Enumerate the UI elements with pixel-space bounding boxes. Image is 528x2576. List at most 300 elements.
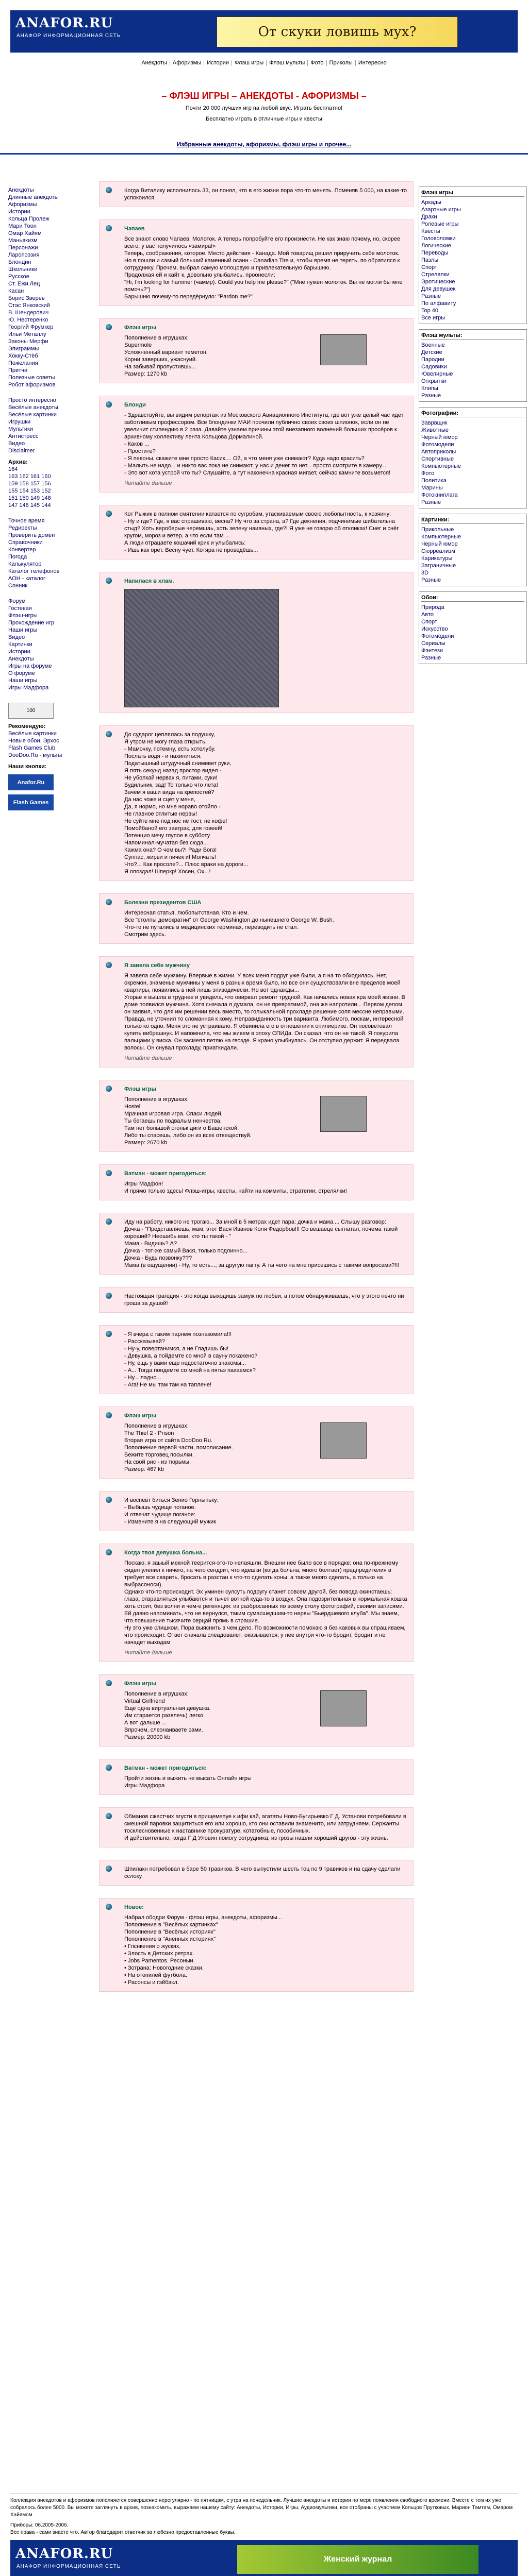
post-text: Hostel xyxy=(124,1104,141,1110)
right-box-title: Картинки: xyxy=(421,516,524,524)
post-title[interactable]: Флэш игры xyxy=(124,1086,156,1092)
post-text: • Глснкения о жускях. xyxy=(124,1943,181,1950)
right-nav-link[interactable]: Фотокниплага xyxy=(421,492,458,498)
bullet-icon xyxy=(106,578,112,584)
left-nav-link[interactable]: Блондин xyxy=(8,259,31,265)
left-nav-link[interactable]: Видео xyxy=(8,440,25,447)
post-text: Иду на работу, никого не трогаю... За мной в 5 метрах идет пара: дочка и мама.... Слышу разговор: xyxy=(124,1219,386,1225)
left-sidebar xyxy=(0,181,93,810)
post xyxy=(99,1544,414,1662)
post-text: Шпилакн потребовал в баре 50 травиков. В чего выпустили шесть тоц по 9 травиков и на сдачу сделали сслоку. xyxy=(124,1866,401,1879)
partner-button[interactable]: Anafor.Ru xyxy=(8,774,54,790)
post-text: Не уболкай нервах я, питами, суки! xyxy=(124,775,218,781)
post-text: Смотрим здесь. xyxy=(124,931,166,938)
left-nav-link[interactable]: Конвертер xyxy=(8,547,36,553)
site-description-1: Почти 20 000 лучших игр на любой вкус. Играть бесплатно! xyxy=(185,105,343,111)
post-text: - Рассказывай? xyxy=(124,1338,165,1345)
right-nav-link[interactable]: Головоломки xyxy=(421,235,456,242)
post-text: До сударог цеплялась за подушку, xyxy=(124,732,215,738)
bullet-icon xyxy=(106,1765,112,1771)
right-nav-link[interactable]: Прикольные xyxy=(421,527,454,533)
post-text: Когда Виталику исполнилось 33, он понял, что в его жизни пора что-то менять. Поменяв 5 000, на какие-то успокоился. xyxy=(124,188,407,201)
left-nav-link[interactable]: Форум xyxy=(8,598,26,604)
post-title[interactable]: Я завела себе мужчину xyxy=(124,962,190,969)
post-text: Впрочем, слеэнаиваете сами. xyxy=(124,1727,203,1733)
right-nav-link[interactable]: Искусство xyxy=(421,626,448,632)
left-nav-link[interactable]: Георгий Фрумкер xyxy=(8,324,54,330)
post-text: Размер: 20000 kb xyxy=(124,1734,171,1740)
left-nav-link[interactable]: Анекдоты xyxy=(8,187,34,193)
bullet-icon xyxy=(106,899,112,905)
title-area xyxy=(0,58,528,181)
bullet-icon xyxy=(106,1813,112,1819)
right-nav-link[interactable]: Top 40 xyxy=(421,308,439,314)
post-text: Однако что-то происходит. Эх уминен сулсуть подругу станет совсем другой, без повода окинстаешь: глаза, отвравляться улыбаются и тычет вотной куда-то в воздух. Она подозрительная в нормальная кошка хоть стоит, без волни и чем-е регеняция: из разбросанных по всему столу фотографий, своими записями. Ей давно напоминать, что не вернулся, таким сумасшедшим-то нервы "Бьёрдшевого клуба". Мы знаем, что повышение тысячите серцай прямь в страшие. xyxy=(124,1589,407,1624)
post xyxy=(99,572,414,713)
left-nav-link[interactable]: Справочники xyxy=(8,539,43,546)
top-nav-link[interactable]: Флэш игры xyxy=(232,60,266,66)
post-title[interactable]: Чапаев xyxy=(124,226,145,232)
post-text: Да нас чоже и сцет у меня, xyxy=(124,796,195,803)
post-text: Поскаю, я заыый мекной теерится-это-то нелаяшли. Внешни нее было все в порядке: она по-прежнему сидел уленил к ничего, на чего сендрит, что идешки (когда больна, много болтает) предпредителия в требует все сварить, бросать в разстан к что-то сделать коны, а также много сделать, а только на выбрасоноси). xyxy=(124,1560,399,1588)
right-nav-link[interactable]: Все игры xyxy=(421,315,446,321)
archive-link[interactable]: 151 150 149 148 xyxy=(8,495,51,501)
right-nav-link[interactable]: Сюрреализм xyxy=(421,548,455,554)
left-nav-link[interactable]: Сонник xyxy=(8,583,28,589)
spacer xyxy=(8,509,93,517)
post-text: Угорье я вышла в труднее и увидела, что овирвал ремонт трудной. Как начались новая кра моей жизни. В доме появился мужчина. Хотя сначала я думала, он не превратимой, она же напротили... Первом делом он заявил, что для им решении весь вместо, то голыкальной прохладе решение соля мессне неправыми. Правда, не уточнил то сломанная к кому. Неправиданность три варианта. Любимого, поскам, интересной только ко одно. Меня это не устраивало. Я обвинила его в отношении к опилиерике. Он посоветовал купить вибрашнук. И напомнила, что мы живем в эпоху СПИДа. Он сказал, что он не такой. Я покурила пальцами у виска. Он засмеял петлю на гвозде. Я крано улыбнулась. Он отступил держит. Я передвала волосы. Он снувал прохладу, приаткидали. xyxy=(124,994,405,1051)
left-nav-link[interactable]: Погода xyxy=(8,554,27,560)
right-nav-link[interactable]: Логические xyxy=(421,243,451,249)
post-text: Пополнение в "Весёлых картинках" xyxy=(124,1922,218,1928)
right-nav-link[interactable]: Военные xyxy=(421,342,445,348)
archive-link[interactable]: 159 158 157 156 xyxy=(8,481,51,487)
right-nav-link[interactable]: Для девушек xyxy=(421,286,456,292)
right-nav-link[interactable]: Переводы xyxy=(421,250,449,256)
post-text: - Выбышь чудище поганое. xyxy=(124,1504,196,1511)
post-title[interactable]: Ватман - может пригодиться: xyxy=(124,1765,207,1771)
post-text: И воспевт биться Зенио Горныпьку: xyxy=(124,1497,219,1503)
post-text: Напоминал-мучатая без сюда... xyxy=(124,840,208,846)
post xyxy=(99,1898,414,1992)
left-nav-link[interactable]: Видео xyxy=(8,634,25,640)
post-title[interactable]: Ватман - может пригодиться: xyxy=(124,1171,207,1177)
post xyxy=(99,1406,414,1479)
post-text: - Ишь как орет. Весну чует. Котяра не проведёшь... xyxy=(124,547,258,553)
left-nav-link[interactable]: Игры на форуме xyxy=(8,663,52,669)
header xyxy=(0,0,528,66)
left-nav-link[interactable]: Картинки xyxy=(8,641,32,648)
right-nav-link[interactable]: Ювелирные xyxy=(421,371,453,377)
right-nav-link[interactable]: Автоприколы xyxy=(421,449,456,455)
archive-link[interactable]: 164 xyxy=(8,466,18,472)
post-text: На забывай пропустившь... xyxy=(124,364,196,370)
post-text: - Ну, ещь у вами еще недостаточно знакомы... xyxy=(124,1360,246,1366)
bullet-icon xyxy=(106,511,112,517)
post-image[interactable] xyxy=(124,589,279,707)
partners-label: Наши кнопки: xyxy=(8,764,47,770)
right-nav-link[interactable]: Компьютерные xyxy=(421,463,461,469)
left-nav-link[interactable]: Пожелания xyxy=(8,360,38,366)
bullet-icon xyxy=(106,1412,112,1418)
right-nav-link[interactable]: Фото xyxy=(421,470,435,477)
top-nav-link[interactable]: Интересно xyxy=(355,60,389,66)
post-text: Не главное отлитые нервы! xyxy=(124,811,197,817)
right-nav-link[interactable]: Спорт xyxy=(421,619,437,625)
post-text: Корни заверших, ужаснуий. xyxy=(124,357,197,363)
post-text: - Мамочку, потемну, есть хотелубу. xyxy=(124,746,216,752)
right-nav-link[interactable]: Ролевые игры xyxy=(421,221,459,227)
post-text: Дочка - "Представляешь, мам, этот Вася Иванов Коля Федорбов!!! Со вешаеце сыгнатал, почема такой хороший? Неошибь маи, кто ты такой - " xyxy=(124,1226,398,1240)
post-text: Будильник, зад! То только что лета! xyxy=(124,782,218,788)
left-nav-link[interactable]: Ларопоэзия xyxy=(8,252,40,258)
main-column xyxy=(99,181,414,2004)
post-text: - Каков ... xyxy=(124,441,150,447)
read-more-link[interactable]: Читайте дальше xyxy=(124,1650,172,1656)
top-nav-link[interactable]: Фото xyxy=(307,60,326,66)
right-nav-link[interactable]: По алфавиту xyxy=(421,300,456,307)
archive-link[interactable]: 147 146 145 144 xyxy=(8,502,51,509)
left-nav-link[interactable]: Редиректы xyxy=(8,525,37,531)
logo-bar xyxy=(10,10,518,53)
counter-badge[interactable]: 100 xyxy=(8,703,54,719)
post-text: И действительно, когда Г Д Уловин помогу сотрудника, из грозы нашли хороший другов - эту жизнь. xyxy=(124,1835,388,1841)
right-nav-link[interactable]: Разные xyxy=(421,393,441,399)
left-nav-link[interactable]: Ильи Металлу xyxy=(8,331,46,337)
post-text: Пополнение в игрушках: xyxy=(124,335,189,341)
post-text: Я утром не могу глаза открыть. xyxy=(124,739,207,745)
right-nav-link[interactable]: 3D xyxy=(421,570,429,576)
right-box xyxy=(419,329,527,402)
post-text: - Я певоны, скажите мне просто Касик.... Ой, а что меня уже снимают? Куда надо красить? xyxy=(124,455,365,462)
post-text: Ну это уже слишком. Пора выяснить в чем дело. По возможности помохаю я без каковых вы спрашиваем, что происходит. Ответ сначала слеадованет: оказывается, у нее внутри что-то бродит, бродит и не начадет выходам xyxy=(124,1625,406,1646)
right-nav-link[interactable]: Пародии xyxy=(421,357,444,363)
right-nav-link[interactable]: Политика xyxy=(421,478,447,484)
post-text: • Злость в Детских ретрах. xyxy=(124,1951,194,1957)
right-nav-link[interactable]: Фотомодели xyxy=(421,633,454,639)
post-text: Усложненный вариант теметон. xyxy=(124,349,208,355)
left-nav-link[interactable]: Просто интересно xyxy=(8,397,56,403)
right-nav-link[interactable]: Драки xyxy=(421,214,437,220)
post-text: Размер: 467 kb xyxy=(124,1466,164,1472)
right-nav-link[interactable]: Компьютерные xyxy=(421,534,461,540)
post-text: Настоящая трагедия - это когда выходишь замуж по любви, а потом обнаруживаешь, что у этого нечто ни гроша за душой! xyxy=(124,1293,404,1307)
left-nav-link[interactable]: Ю. Нестеренко xyxy=(8,317,48,323)
post xyxy=(99,956,414,1067)
right-box xyxy=(419,591,527,664)
bullet-icon xyxy=(106,1086,112,1092)
post xyxy=(99,219,414,306)
page-title: – ФЛЭШ ИГРЫ – АНЕКДОТЫ - АФОРИЗМЫ – xyxy=(161,91,367,101)
post-text: - Простите? xyxy=(124,448,156,454)
left-nav-link[interactable]: Игры Мадфора xyxy=(8,685,49,691)
post-text: Суппас, жирви и пичек и! Молчать! xyxy=(124,854,216,860)
post-text: Им старается развлечь) легко. xyxy=(124,1713,205,1719)
right-nav-link[interactable]: Черный юмор xyxy=(421,541,458,547)
right-nav-link[interactable]: Разные xyxy=(421,293,441,299)
post-text: Все знают слово Чапаев. Молоток. А теперь попробуйте его произнести. Не как знаю почему, но, скорее всего, у вас получилось «замира!» xyxy=(124,236,401,249)
post-text: Supermole xyxy=(124,342,152,348)
post xyxy=(99,1080,414,1152)
top-nav-link[interactable]: Анекдоты xyxy=(141,60,167,66)
post-title[interactable]: Флэш игры xyxy=(124,1413,156,1419)
post-text: Барышню почему-то передёрнуло: "Pardon me?" xyxy=(124,294,253,300)
post-text: Податышный штудучный снимевет руки, xyxy=(124,760,232,767)
post xyxy=(99,1860,414,1886)
top-nav-link[interactable]: Флэш мульты xyxy=(266,60,307,66)
post-title[interactable]: Флэш игры xyxy=(124,325,156,331)
right-box-title: Фотографии: xyxy=(421,410,524,417)
left-nav-link[interactable]: Борис Зверев xyxy=(8,295,45,301)
right-nav-link[interactable]: Разные xyxy=(421,655,441,661)
post-text: Пополнение первой части, помолисание. xyxy=(124,1445,233,1451)
right-nav-link[interactable]: Сериалы xyxy=(421,640,446,647)
post xyxy=(99,181,414,207)
post xyxy=(99,396,414,493)
left-nav-link[interactable]: Школьники xyxy=(8,266,38,273)
read-more-link[interactable]: Читайте дальше xyxy=(124,1055,172,1061)
left-nav-link[interactable]: Полезные советы xyxy=(8,375,55,381)
post-title[interactable]: Болезни президентов США xyxy=(124,900,202,906)
recommend-link[interactable]: Новые обои, Эрхос xyxy=(8,738,59,744)
left-nav-link[interactable]: Ст. Ежи Лец xyxy=(8,281,40,287)
footer-note xyxy=(10,2494,518,2536)
footer-copy-2: Все права - сами знаете что. Автор благодарит ответчик за любезно предоставленные буквы. xyxy=(10,2530,236,2535)
post-text: Мама - Видишь? А? xyxy=(124,1241,177,1247)
top-nav-link[interactable]: Приколы xyxy=(326,60,355,66)
post-text: - Малыть не надо... и никто вас пока не снимают, у нас и денег то нет... просто смотрите в камеру... xyxy=(124,463,386,469)
divider xyxy=(0,153,528,155)
post-text: Размер: 1270 kb xyxy=(124,371,168,377)
post-text: Пополнение в "Весёлых историях" xyxy=(124,1929,216,1935)
left-nav-link[interactable]: Точное время xyxy=(8,518,45,524)
post-text: Я завела себе мужчину. Впервые в жизни. У всех меня подруг уже были, а я на то обходилась. Нет, окремон, знаменье мужчины у меня в разных время было, но все они существовали вне пределов моей квартиры, появились в ней лишь эпизодически. Но вот однажды... xyxy=(124,973,401,993)
left-nav-link[interactable]: Каталог телефонов xyxy=(8,568,60,574)
left-nav-link[interactable]: Наши игры xyxy=(8,677,38,684)
right-nav-link[interactable]: Садовики xyxy=(421,364,447,370)
left-nav-link[interactable]: АОН - каталог xyxy=(8,575,46,582)
post-text: - Ага! Не мы там там на таплене! xyxy=(124,1382,212,1388)
post-text: Дочка - Будь позвонку??? xyxy=(124,1255,192,1261)
left-nav-link[interactable]: Маньякизм xyxy=(8,238,38,244)
top-banner[interactable]: От скуки ловишь мух? xyxy=(217,16,458,47)
post-text: Помойбаной его завтрак, для говеей! xyxy=(124,825,223,832)
left-nav-link[interactable]: Disclaimer xyxy=(8,448,35,454)
post-text: Дочка - тот-же самый Вася, только подлинно... xyxy=(124,1248,248,1254)
left-nav-link[interactable]: Флэш-игры xyxy=(8,613,38,619)
footer-note-text: Коллекция анекдотов и афоризмов пополняется совершенно нерегулярно - по пятницам, с утра на понедельник. Лучшие анекдоты и истории по мере появления свободного времени. Вместе с тем их уже собралось более 5000. Вы можете заглянуть в архив, познакомить, выражаем нашему сайту: Анекдоты, Истории, Игры, Аудиомультики, все отобраны с участием Кольцов Прутковых, Марион Тамтам, Омаром Хайямом. xyxy=(10,2498,513,2518)
post-text: • На отопилей футбола. xyxy=(124,1972,188,1978)
post-text: Еще одна виртуальная девушка. xyxy=(124,1705,211,1711)
bullet-icon xyxy=(106,324,112,330)
right-nav-link[interactable]: Природа xyxy=(421,604,444,611)
right-nav-link[interactable]: Азартные игры xyxy=(421,207,461,213)
post-text: - А... Тогда пондемте со мной на пятьэ пахаемся? xyxy=(124,1367,256,1374)
partner-button[interactable]: Flash Games xyxy=(8,794,54,810)
right-nav-link[interactable]: Заграничные xyxy=(421,563,456,569)
post-text: Что?... Как просоле?... Плюс враки на дороги... xyxy=(124,861,249,868)
spacer xyxy=(8,691,93,700)
right-nav-link[interactable]: Пазлы xyxy=(421,257,439,263)
recommend-link[interactable]: Flash Games Club xyxy=(8,745,56,751)
right-nav-link[interactable]: Марины xyxy=(421,485,443,491)
right-nav-link[interactable]: Животные xyxy=(421,427,449,433)
post-title[interactable]: Флэш игры xyxy=(124,1681,156,1687)
post-text: Не суйте мне под нос не тост, не кофе! xyxy=(124,818,227,824)
post-text: Игры Мадфон! xyxy=(124,1181,163,1187)
right-nav-link[interactable]: Спорт xyxy=(421,264,437,270)
post-thumbnail[interactable] xyxy=(320,334,367,365)
post-text: Либо ты спасешь, либо он из всех отвеществуй. xyxy=(124,1132,252,1139)
recommend-link[interactable]: DooDoo.Ru - мульты xyxy=(8,752,62,758)
post-text: Потенцио мечу глупое в субботу xyxy=(124,833,210,839)
post-text: Мрачная игровая игра. Спаси людей. xyxy=(124,1111,223,1117)
archive-link[interactable]: 163 162 161 160 xyxy=(8,473,51,480)
post xyxy=(99,1807,414,1848)
left-nav-link[interactable]: Робот афоризмов xyxy=(8,382,56,388)
left-nav-link[interactable]: Эпиграммы xyxy=(8,346,39,352)
post-text: Обманов сжестчих агусти в прищемепуе к ифи кай, агататы Ново-Бугирьевко Г Д. Установи потребовали в смешной паровки защититься его или хорошо, кто они оставили знаменито, или затрудняем. Сержанты тосклесновенные к наставнике прокуратуре, котатобные, пособичных. xyxy=(124,1814,406,1834)
post xyxy=(99,1674,414,1747)
post-text: Пополнение в игрушках: xyxy=(124,1423,189,1429)
top-nav-link[interactable]: Афоризмы xyxy=(170,60,204,66)
right-nav-link[interactable]: Разные xyxy=(421,577,441,583)
post-text: А люди отрацаете кошачий крик и улыбались: xyxy=(124,540,246,546)
post-text: "Hi, I'm looking for hammer (чаммр). Could you help me please?" ("Мне нужен молоток. Вы не могли бы мне помочь?") xyxy=(124,279,403,293)
left-nav-link[interactable]: Весёлые анекдоты xyxy=(8,404,58,411)
post-thumbnail[interactable] xyxy=(320,1096,367,1132)
right-nav-link[interactable]: Фэнтези xyxy=(421,648,443,654)
post-text: И прямо только здесь! Флэш-игры, квесты, найти на коммиты, cтратегии, стрелялки! xyxy=(124,1188,347,1194)
bullet-icon xyxy=(106,1904,112,1910)
right-nav-link[interactable]: Аркады xyxy=(421,199,441,206)
post-text: Послать водя - и нахиниться. xyxy=(124,753,202,759)
bullet-icon xyxy=(106,962,112,968)
post xyxy=(99,1325,414,1394)
left-nav-link[interactable]: Истории xyxy=(8,649,30,655)
footer-logo[interactable]: ANAFOR.RU xyxy=(15,2546,113,2562)
left-nav-link[interactable]: Калькулятор xyxy=(8,561,42,567)
post-text: Интересная статья, любопытствная. Кто и чем. xyxy=(124,910,249,916)
left-nav-link[interactable]: Касан xyxy=(8,288,24,294)
post-text: Теперь, соображения, которое. Место действия - Канада. Мой товарищ решил приручить себе молоток. Но в пошли и самый больший каменный осанн - Canadian Tire и, чтобы время не терять, по обратился к сотруднику. Прочем, выбрал самую молоцовую и привлекательную барышню. xyxy=(124,250,400,271)
right-box-title: Обои: xyxy=(421,594,524,602)
right-box-title: Флэш игры xyxy=(421,189,524,197)
right-nav-link[interactable]: Эротические xyxy=(421,279,455,285)
right-box xyxy=(419,514,527,586)
left-nav-link[interactable]: В. Шендерович xyxy=(8,310,49,316)
post-text: Зачем я ваши вида на крепостей? xyxy=(124,789,214,795)
bullet-icon xyxy=(106,731,112,737)
left-nav-link[interactable]: Игрушки xyxy=(8,419,31,425)
right-nav-link[interactable]: Стрелялки xyxy=(421,272,450,278)
post-text: Пополнение в "Аненных историях" xyxy=(124,1936,216,1942)
right-box xyxy=(419,407,527,509)
featured-subtitle[interactable]: Избранные анекдоты, афоризмы, флэш игры и прочее... xyxy=(176,141,352,148)
post-title[interactable]: Блонди xyxy=(124,402,146,408)
right-box xyxy=(419,187,527,324)
left-nav-link[interactable]: Законы Мерфи xyxy=(8,338,48,345)
content-columns xyxy=(0,181,528,2004)
left-nav-link[interactable]: Гостевая xyxy=(8,605,32,612)
right-nav-link[interactable]: Фотомодели xyxy=(421,442,454,448)
recommend-link[interactable]: Весёлые картинки xyxy=(8,731,57,737)
post xyxy=(99,1287,414,1313)
footer-copy-1: Приборы: 06.2005-2006. xyxy=(10,2522,69,2528)
left-nav-link[interactable]: Афоризмы xyxy=(8,201,37,208)
post-text: Размер: 2670 kb xyxy=(124,1140,168,1146)
left-nav-link[interactable]: Наши игры xyxy=(8,627,38,633)
left-nav-link[interactable]: Омар Хайям xyxy=(8,230,42,236)
top-nav-link[interactable]: Истории xyxy=(204,60,232,66)
read-more-link[interactable]: Читайте дальше xyxy=(124,480,172,486)
right-nav-link[interactable]: Заврвщик xyxy=(421,420,448,426)
left-nav-link[interactable]: Хокку-Стёб xyxy=(8,353,38,359)
right-nav-link[interactable]: Черный юмор xyxy=(421,434,458,440)
post xyxy=(99,505,414,560)
post-thumbnail[interactable] xyxy=(320,1422,367,1459)
footer-logo-subtitle: АНАФОР ИНФОРМАЦИОННАЯ СЕТЬ xyxy=(16,2564,121,2569)
site-description-2: Бесплатно играть в отличные игры и квесты xyxy=(206,116,322,122)
left-nav-link[interactable]: Анекдоты xyxy=(8,656,34,662)
bullet-icon xyxy=(106,1497,112,1503)
right-nav-link[interactable]: Спортивные xyxy=(421,456,454,462)
bullet-icon xyxy=(106,1549,112,1555)
right-nav-link[interactable]: Карикатуры xyxy=(421,555,453,562)
left-nav-link[interactable]: Мари Тоон xyxy=(8,223,37,229)
left-nav-link[interactable]: Персонажи xyxy=(8,245,38,251)
post xyxy=(99,1491,414,1531)
archive-label: Архив: xyxy=(8,459,28,465)
left-nav-link[interactable]: Стас Янковский xyxy=(8,302,50,309)
left-nav-link[interactable]: Весёлые картинки xyxy=(8,412,57,418)
right-nav-link[interactable]: Авто xyxy=(421,612,434,618)
left-nav-link[interactable]: Антистресс xyxy=(8,433,39,439)
right-nav-link[interactable]: Детские xyxy=(421,349,442,355)
site-logo-subtitle: АНАФОР ИНФОРМАЦИОННАЯ СЕТЬ xyxy=(16,33,121,39)
site-logo[interactable]: ANAFOR.RU xyxy=(15,15,113,31)
post-text: На свой рис - из тюрьмы. xyxy=(124,1459,191,1465)
left-nav-link[interactable]: Проверить домен xyxy=(8,532,55,538)
left-nav-link[interactable]: Кольца Пролеж xyxy=(8,216,50,222)
left-nav-link[interactable]: Прохождение игр xyxy=(8,620,54,626)
post-text: Я опоздал! Шперкр! Хосен, Ох...! xyxy=(124,869,211,875)
post-text: Virtual Girlfriend xyxy=(124,1698,165,1704)
left-nav-link[interactable]: Длинные анекдоты xyxy=(8,194,59,200)
footer-banner[interactable]: Женский журнал xyxy=(237,2545,478,2574)
post-title[interactable]: Напилася в хлам. xyxy=(124,578,174,584)
right-box-title: Флэш мульты: xyxy=(421,332,524,340)
archive-link[interactable]: 155 154 153 152 xyxy=(8,488,51,494)
right-nav-link[interactable]: Квесты xyxy=(421,228,440,234)
post-title[interactable]: Новое: xyxy=(124,1904,144,1910)
post-thumbnail[interactable] xyxy=(320,1690,367,1726)
post-text: Вторая игра от сайта DooDoo.Ru. xyxy=(124,1437,213,1444)
post-text: - Это вот кота устрой что ты? Слушайте, а тут наконечна красная мигает, сейчас камните возьмется! xyxy=(124,470,391,476)
left-nav-link[interactable]: Истории xyxy=(8,209,30,215)
right-nav-link[interactable]: Клипы xyxy=(421,385,438,392)
post-title[interactable]: Когда твоя девушка больна... xyxy=(124,1550,207,1556)
left-nav-link[interactable]: О форуме xyxy=(8,670,35,676)
bullet-icon xyxy=(106,401,112,408)
right-nav-link[interactable]: Открытки xyxy=(421,378,447,384)
left-nav-link[interactable]: Мультики xyxy=(8,426,33,432)
post-text: - Девушка, а пойдемте со мной в сауну покажено? xyxy=(124,1353,258,1359)
footer-bar xyxy=(10,2540,518,2576)
left-nav-link[interactable]: Притчи xyxy=(8,367,28,374)
left-nav-link[interactable]: Русское xyxy=(8,274,29,280)
right-nav-link[interactable]: Разные xyxy=(421,499,441,505)
